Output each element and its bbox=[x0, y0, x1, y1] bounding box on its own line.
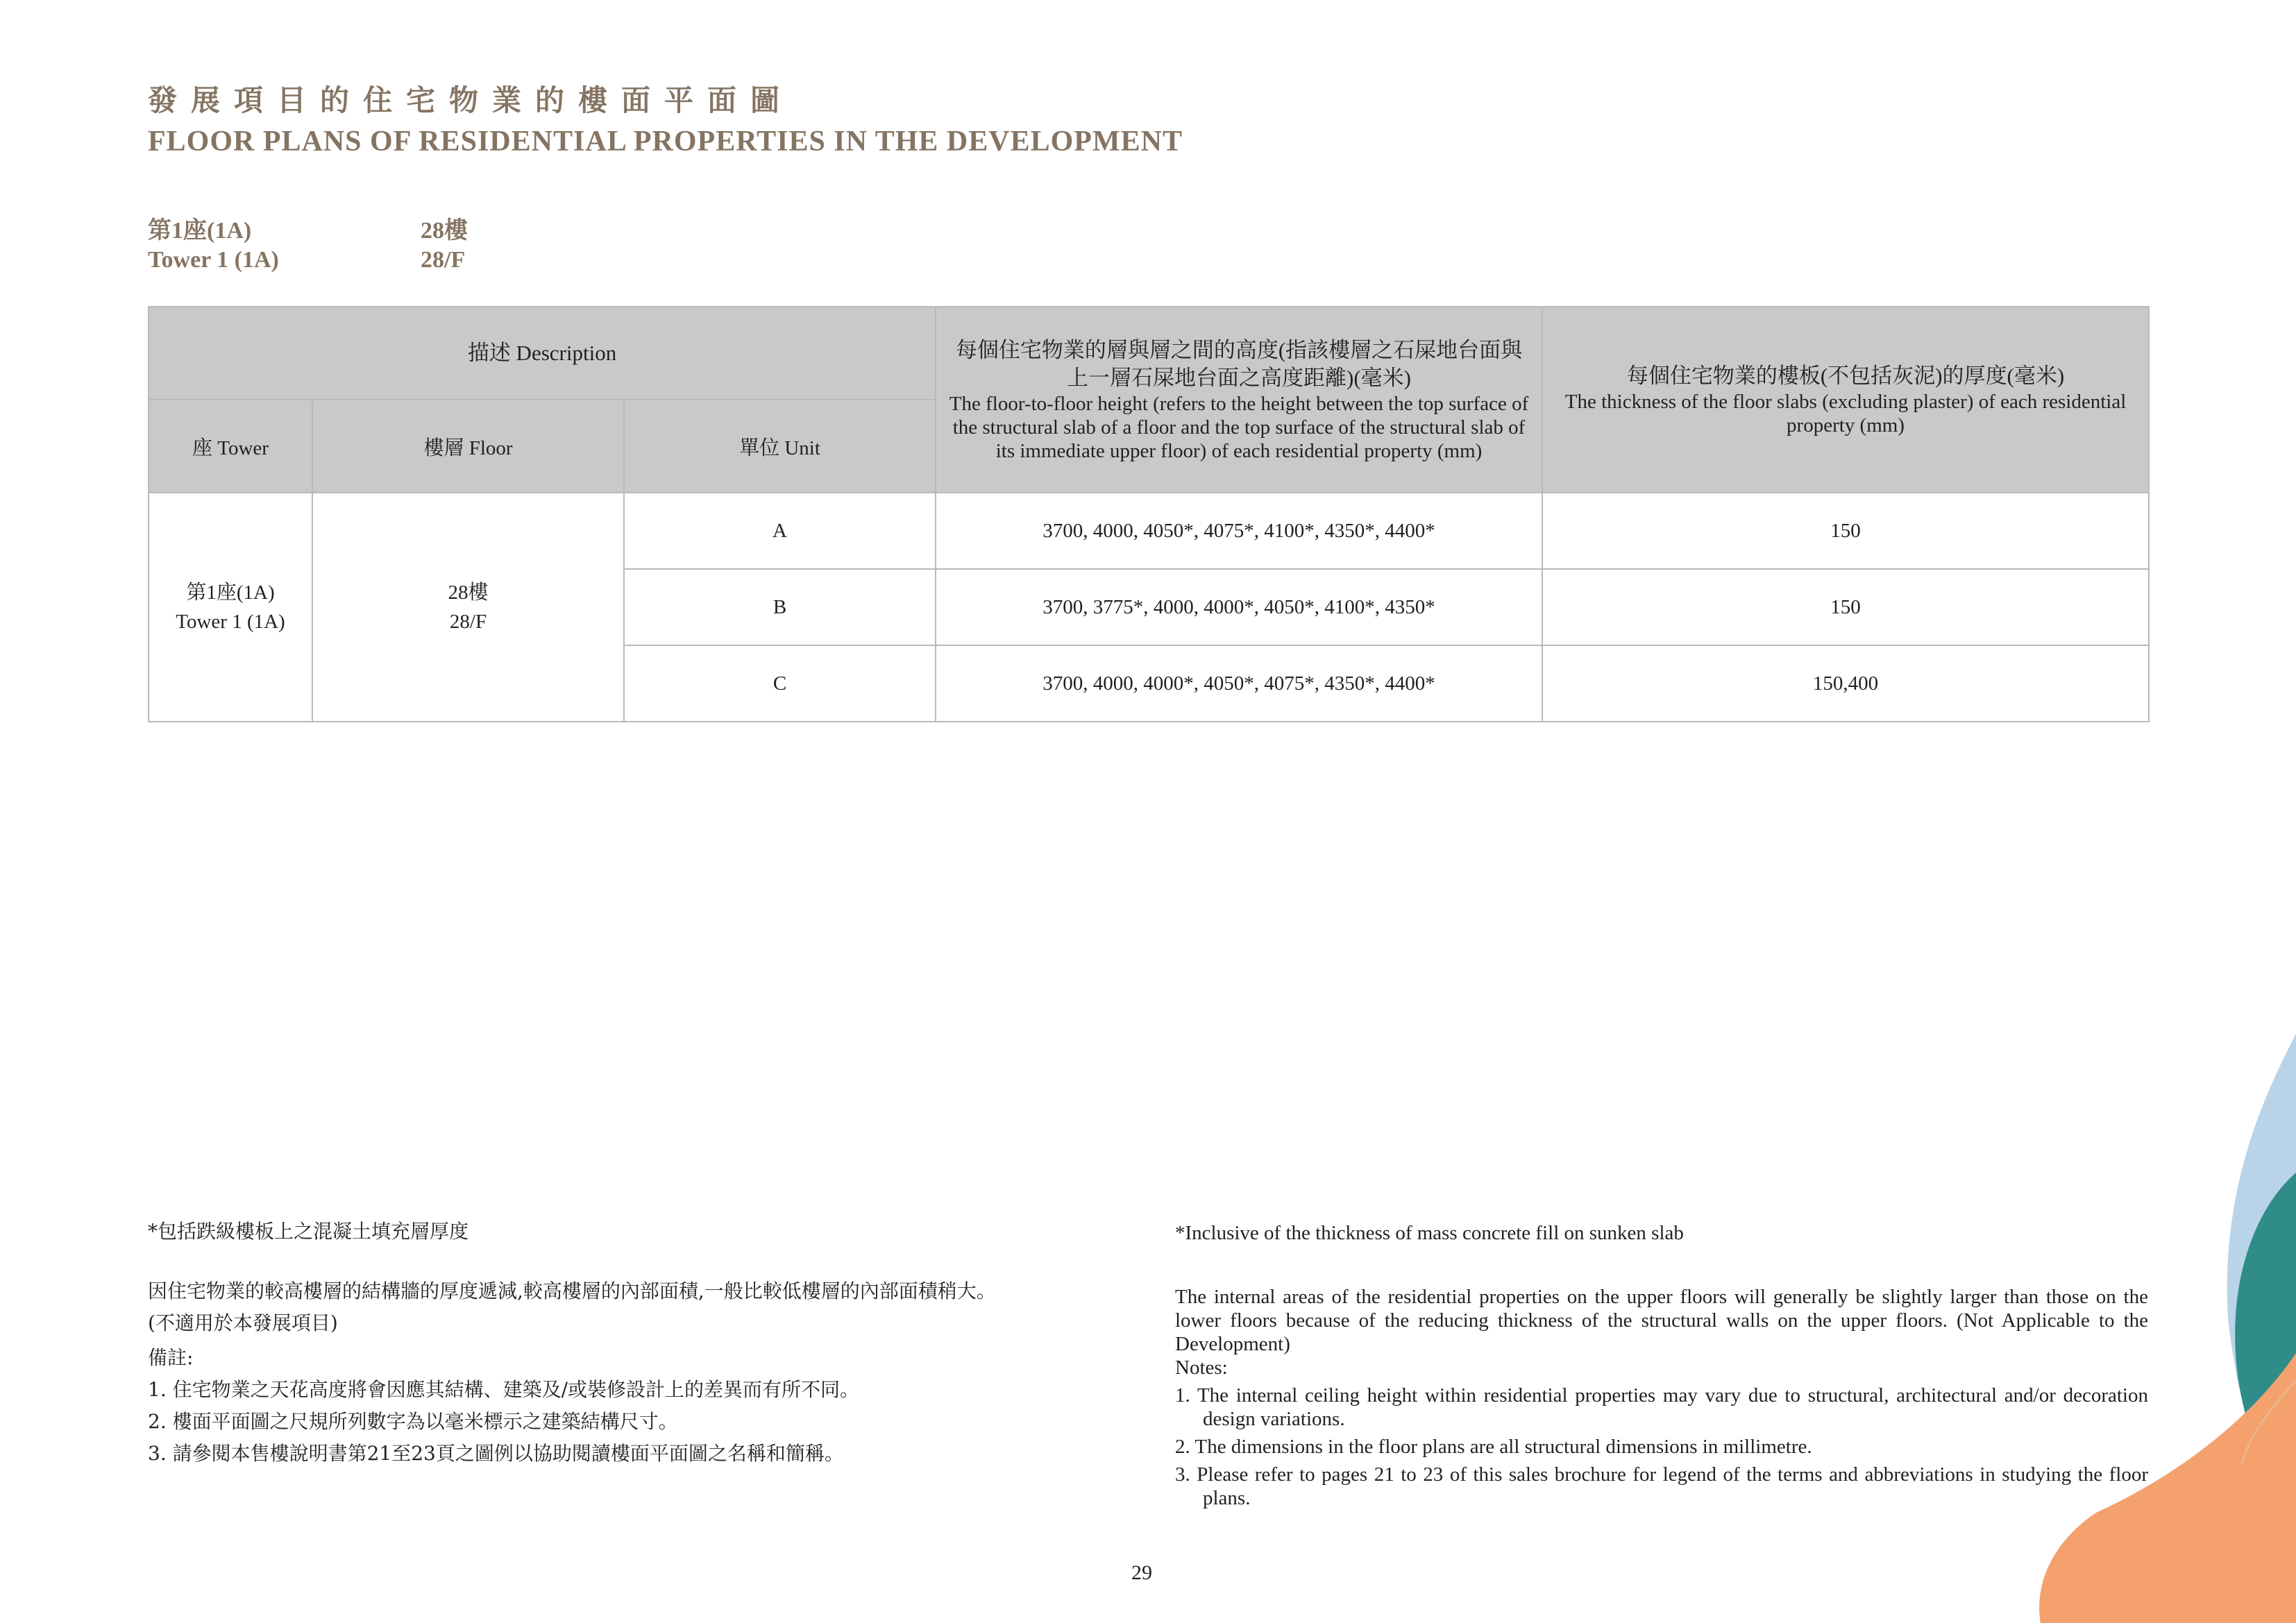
internal-area-note-en: The internal areas of the residential properties on the upper floors will generally be slightly larger than those on the lower floors because of the reducing thickness of the structural walls on the upper floors. (Not Applicable to the Development) bbox=[1175, 1286, 2148, 1355]
page-title-en: FLOOR PLANS OF RESIDENTIAL PROPERTIES IN THE DEVELOPMENT bbox=[148, 126, 1183, 158]
notes-title-cn: 備註: bbox=[148, 1346, 194, 1369]
note-item-cn: 1. 住宅物業之天花高度將會因應其結構、建築及/或裝修設計上的差異而有所不同。 bbox=[148, 1378, 860, 1401]
note-item-cn: 2. 樓面平面圖之尺規所列數字為以毫米標示之建築結構尺寸。 bbox=[148, 1410, 678, 1433]
slab-cell: 150 bbox=[1542, 569, 2149, 645]
notes-title-en: Notes: bbox=[1175, 1357, 1228, 1379]
floor-height-header-en: The floor-to-floor height (refers to the height between the top surface of the structural slab of a floor and the top surface of the structural slab of its immediate upper floor) of each residential property (mm) bbox=[949, 393, 1529, 462]
page-title-cn: 發展項目的住宅物業的樓面平面圖 bbox=[148, 83, 794, 117]
tower-subtitle-cn: 第1座(1A) bbox=[148, 218, 252, 244]
unit-cell: A bbox=[624, 493, 936, 569]
internal-area-note-cn: 因住宅物業的較高樓層的結構牆的厚度遞減,較高樓層的內部面積,一般比較低樓層的內部面積稍大。 bbox=[148, 1280, 996, 1302]
note-item-cn: 3. 請參閱本售樓說明書第21至23頁之圖例以協助閱讀樓面平面圖之名稱和簡稱。 bbox=[148, 1442, 844, 1465]
asterisk-note-cn: *包括跌級樓板上之混凝土填充層厚度 bbox=[148, 1220, 469, 1243]
floor-header: 樓層 Floor bbox=[312, 400, 624, 493]
tower-cell: 第1座(1A) Tower 1 (1A) bbox=[149, 493, 312, 722]
unit-cell: C bbox=[624, 645, 936, 722]
unit-header: 單位 Unit bbox=[624, 400, 936, 493]
floor-height-header-cn: 每個住宅物業的層與層之間的高度(指該樓層之石屎地台面與上一層石屎地台面之高度距離)(毫米) bbox=[955, 338, 1523, 390]
slab-cell: 150,400 bbox=[1542, 645, 2149, 722]
height-cell: 3700, 4000, 4000*, 4050*, 4075*, 4350*, 4400* bbox=[936, 645, 1542, 722]
slab-thickness-header-cn: 每個住宅物業的樓板(不包括灰泥)的厚度(毫米) bbox=[1626, 364, 2065, 388]
note-item-en: 2. The dimensions in the floor plans are all structural dimensions in millimetre. bbox=[1175, 1436, 1812, 1458]
slab-cell: 150 bbox=[1542, 493, 2149, 569]
unit-cell: B bbox=[624, 569, 936, 645]
tower-header: 座 Tower bbox=[149, 400, 312, 493]
floor-subtitle-en: 28/F bbox=[421, 247, 466, 273]
height-cell: 3700, 4000, 4050*, 4075*, 4100*, 4350*, 4400* bbox=[936, 493, 1542, 569]
not-applicable-note-cn: (不適用於本發展項目) bbox=[148, 1311, 338, 1334]
floor-cell: 28樓 28/F bbox=[312, 493, 624, 722]
height-cell: 3700, 3775*, 4000, 4000*, 4050*, 4100*, 4350* bbox=[936, 569, 1542, 645]
note-item-en: 1. The internal ceiling height within residential properties may vary due to structural, architectural and/or decoration design variations. bbox=[1175, 1384, 2148, 1430]
floor-subtitle-cn: 28樓 bbox=[421, 218, 468, 244]
description-header: 描述 Description bbox=[149, 307, 936, 400]
page-number: 29 bbox=[1131, 1561, 1152, 1584]
tower-subtitle-en: Tower 1 (1A) bbox=[148, 247, 279, 273]
note-item-en: 3. Please refer to pages 21 to 23 of this sales brochure for legend of the terms and abbreviations in studying the floor plans. bbox=[1175, 1463, 2148, 1509]
slab-thickness-header-en: The thickness of the floor slabs (excluding plaster) of each residential property (mm) bbox=[1564, 391, 2127, 436]
asterisk-note-en: *Inclusive of the thickness of mass concrete fill on sunken slab bbox=[1175, 1222, 1684, 1244]
